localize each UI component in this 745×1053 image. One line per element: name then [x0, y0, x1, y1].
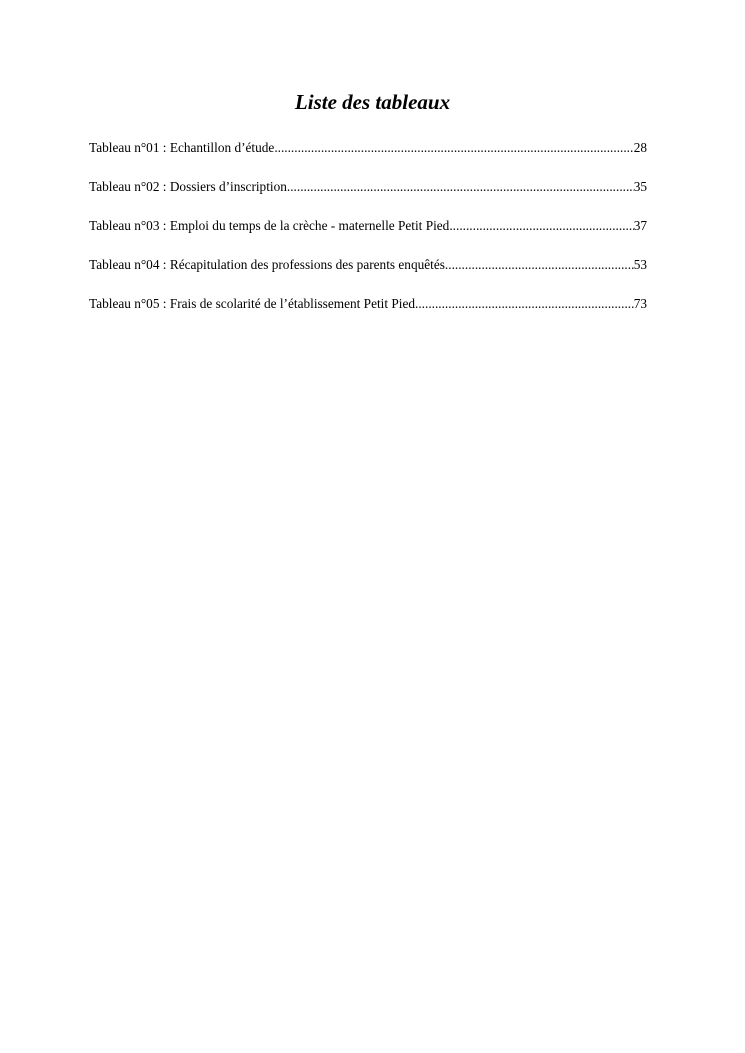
toc-entry: [89, 138, 647, 158]
dot-leader: [449, 216, 633, 236]
toc-entry-page-number: 35: [633, 179, 647, 194]
toc-entry: [89, 177, 647, 197]
dot-leader: [445, 255, 634, 275]
toc-entry-page-number: 37: [633, 218, 647, 233]
toc-entry-label: Tableau n°01 : Echantillon d’étude: [89, 140, 275, 155]
toc-entry: [89, 294, 647, 314]
toc-entry-label: Tableau n°03 : Emploi du temps de la crèche - maternelle Petit Pied: [89, 218, 450, 233]
dot-leader: [415, 294, 634, 314]
toc-entry-label: Tableau n°02 : Dossiers d’inscription: [89, 179, 287, 194]
page-title: Liste des tableaux: [294, 90, 451, 114]
toc-entry: [89, 216, 647, 236]
dot-leader: [287, 177, 634, 197]
toc-entry-page-number: 28: [633, 140, 647, 155]
table-of-tables: [89, 138, 647, 333]
toc-entry-label: Tableau n°05 : Frais de scolarité de l’établissement Petit Pied: [89, 296, 416, 311]
toc-entry-label: Tableau n°04 : Récapitulation des professions des parents enquêtés: [89, 257, 445, 272]
toc-entry-page-number: 53: [633, 257, 647, 272]
toc-entry-page-number: 73: [633, 296, 647, 311]
dot-leader: [274, 138, 633, 158]
toc-entry: [89, 255, 647, 275]
